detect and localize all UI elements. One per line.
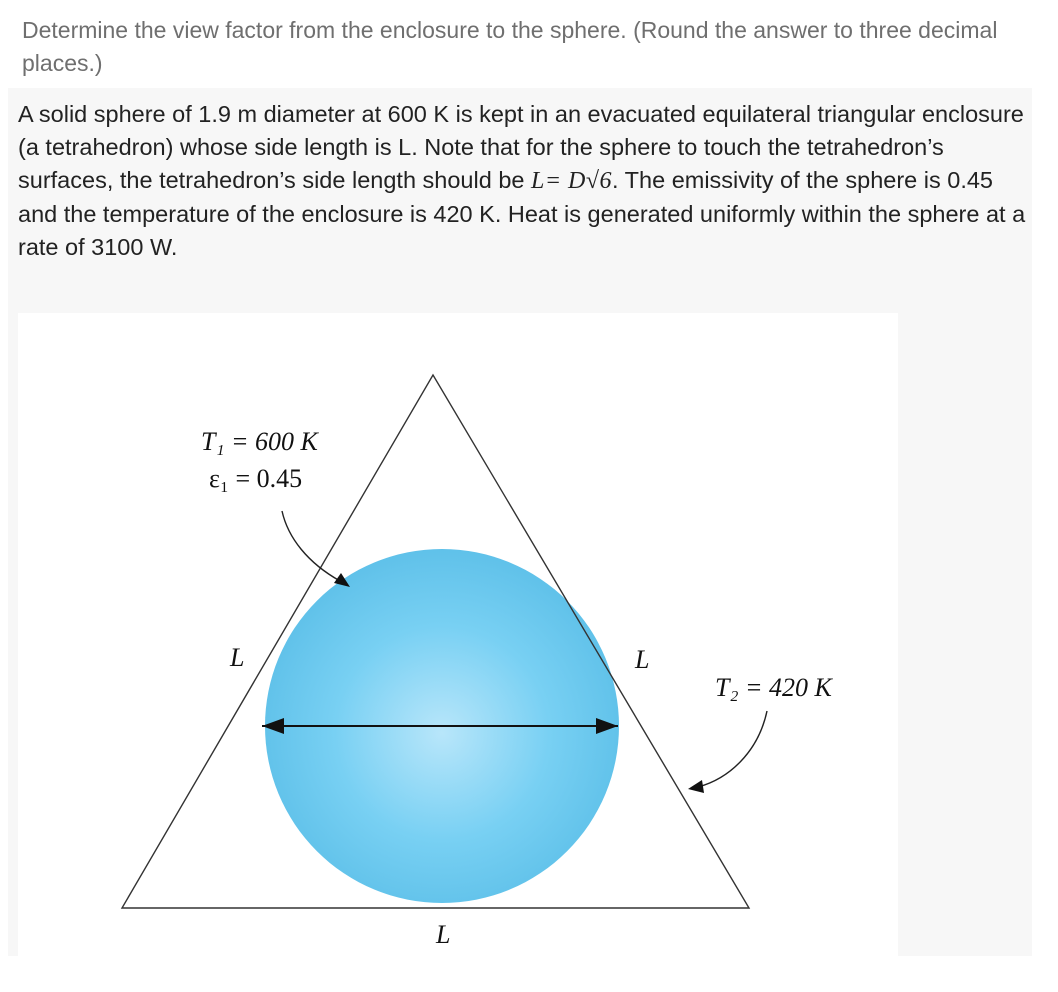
enclosure-leader-arrowhead [688,780,704,793]
problem-text-before: A solid sphere of 1.9 m diameter at 600 K is kept in an evacuated equilateral triangular enclosure (a tetrahedron) whose side length is L. Note that for the sphere to touch the tetrahedron’s surfaces, the tetrahedron’s side length should be [18,101,1024,193]
figure-panel [18,313,898,956]
problem-statement-box [8,88,1032,956]
enclosure-leader-line [698,711,767,787]
problem-text-after: . The emissivity of the sphere is 0.45 and the temperature of the enclosure is 420 K. Heat is generated uniformly within the sphere at a rate of 3100 W. [18,167,1026,260]
e1-label: ε₁ = 0.45 [209,464,303,493]
side-label-right: L [635,645,650,674]
problem-text [18,98,1028,264]
question-text: Determine the view factor from the enclosure to the sphere. (Round the answer to three decimal places.) [22,17,998,76]
sphere-leader-line [282,511,340,581]
t1-label: T₁ = 600 K [201,427,318,456]
t2-label: T₂ = 420 K [715,673,832,702]
side-label-bottom: L [436,920,451,949]
tetrahedron-sphere-diagram [18,313,898,956]
side-length-formula: L= D√6 [530,168,613,194]
side-label-left: L [230,643,245,672]
